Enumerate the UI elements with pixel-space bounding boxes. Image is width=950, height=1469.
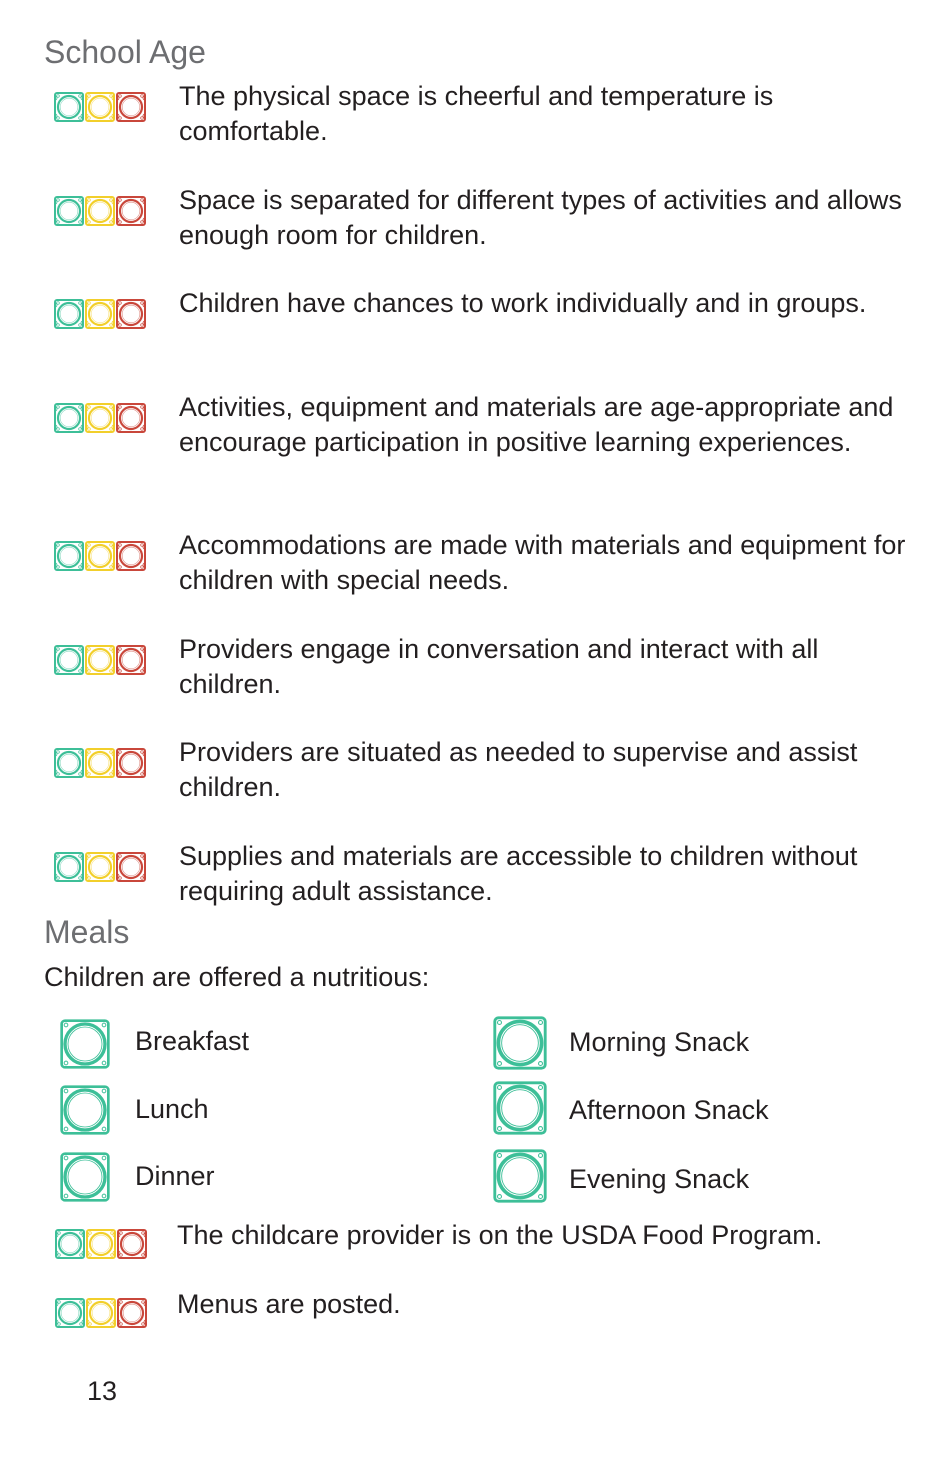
page-number: 13 <box>87 1376 118 1406</box>
meal-checkbox-icon[interactable] <box>492 1016 548 1070</box>
section-title-meals: Meals <box>44 914 130 950</box>
rating-circles-icon[interactable] <box>54 645 146 675</box>
rating-circles-icon[interactable] <box>54 92 146 122</box>
rating-circles-icon[interactable] <box>54 403 146 433</box>
rating-circles-icon[interactable] <box>54 299 146 329</box>
meal-checkbox-icon[interactable] <box>60 1018 110 1070</box>
school-age-item-text: Accommodations are made with materials and equipment for children with special needs. <box>179 530 906 595</box>
meals-item-text: The childcare provider is on the USDA Food Program. <box>177 1220 823 1250</box>
school-age-item-text: Providers engage in conversation and interact with all children. <box>179 634 819 699</box>
meal-checkbox-icon[interactable] <box>60 1151 110 1203</box>
meals-item-text: Menus are posted. <box>177 1289 401 1319</box>
school-age-item-text: The physical space is cheerful and temperature is comfortable. <box>179 81 774 146</box>
school-age-item-text: Providers are situated as needed to supervise and assist children. <box>179 737 858 802</box>
rating-circles-icon[interactable] <box>54 852 146 882</box>
meal-label: Morning Snack <box>569 1027 750 1057</box>
rating-circles-icon[interactable] <box>54 748 146 778</box>
rating-circles-icon[interactable] <box>54 541 146 571</box>
meals-intro: Children are offered a nutritious: <box>44 962 430 992</box>
meal-label: Dinner <box>135 1161 215 1191</box>
meal-checkbox-icon[interactable] <box>492 1081 548 1135</box>
meal-label: Breakfast <box>135 1026 250 1056</box>
meal-checkbox-icon[interactable] <box>492 1149 548 1203</box>
section-title-school-age: School Age <box>44 34 206 70</box>
school-age-item-text: Space is separated for different types of activities and allows enough room for children. <box>179 185 902 250</box>
meal-label: Evening Snack <box>569 1164 750 1194</box>
rating-circles-icon[interactable] <box>54 196 146 226</box>
rating-circles-icon[interactable] <box>55 1229 147 1259</box>
meal-label: Afternoon Snack <box>569 1095 769 1125</box>
school-age-item-text: Children have chances to work individually and in groups. <box>179 288 867 318</box>
meal-checkbox-icon[interactable] <box>60 1084 110 1136</box>
rating-circles-icon[interactable] <box>55 1298 147 1328</box>
school-age-item-text: Activities, equipment and materials are age-appropriate and encourage participation in positive learning experiences. <box>179 392 894 457</box>
school-age-item-text: Supplies and materials are accessible to children without requiring adult assistance. <box>179 841 858 906</box>
meal-label: Lunch <box>135 1094 209 1124</box>
